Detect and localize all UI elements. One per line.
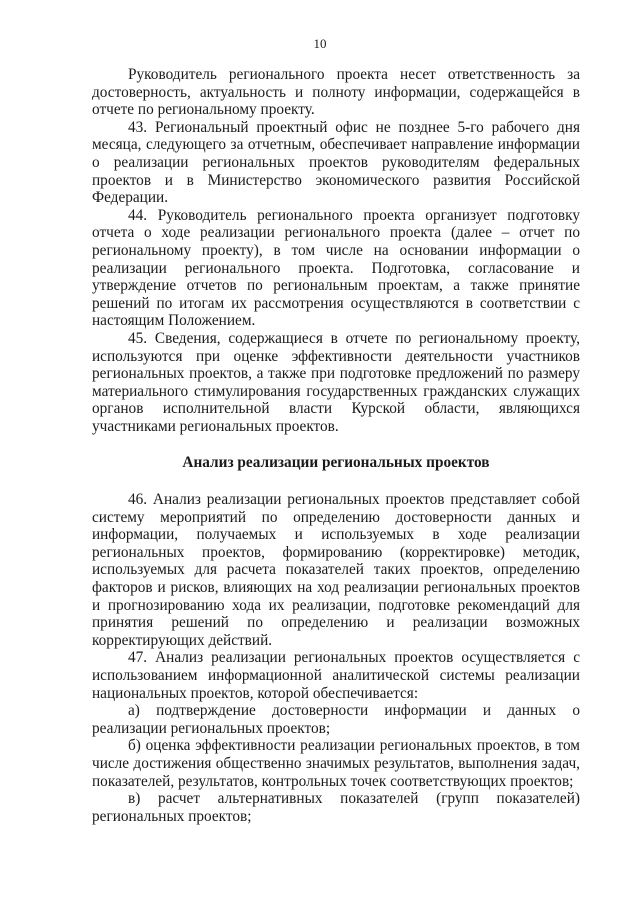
paragraph-44: 44. Руководитель регионального проекта организует подготовку отчета о ходе реализации регионального проекта (далее – отчет по региональному проекту), в том числе на основании информации о реализации регионального проекта. Подготовка, согласование и утверждение отчетов по региональным проектам, а также принятие решений по итогам их рассмотрения осуществляются в соответствии с настоящим Положением. — [92, 206, 580, 330]
paragraph-47: 47. Анализ реализации региональных проектов осуществляется с использованием информационной аналитической системы реализации национальных проектов, которой обеспечивается: — [92, 649, 580, 702]
list-item-c: в) расчет альтернативных показателей (групп показателей) региональных проектов; — [92, 790, 580, 825]
list-item-b: б) оценка эффективности реализации региональных проектов, в том числе достижения общественно значимых результатов, выполнения задач, показателей, результатов, контрольных точек соответствующих проектов; — [92, 737, 580, 790]
paragraph-43: 43. Региональный проектный офис не позднее 5-го рабочего дня месяца, следующего за отчетным, обеспечивает направление информации о реализации региональных проектов руководителям федеральных проектов и в Министерство экономического развития Российской Федерации. — [92, 118, 580, 207]
paragraph-46: 46. Анализ реализации региональных проектов представляет собой систему мероприятий по определению достоверности данных и информации, получаемых и используемых в ходе реализации региональных проектов, формированию (корректировке) методик, используемых для расчета показателей таких проектов, определению факторов и рисков, влияющих на ход реализации региональных проектов и прогнозированию хода их реализации, подготовке рекомендаций для принятия решений по определению и реализации возможных корректирующих действий. — [92, 491, 580, 649]
paragraph-responsibility: Руководитель регионального проекта несет ответственность за достоверность, актуальность и полноту информации, содержащейся в отчете по региональному проекту. — [92, 66, 580, 119]
document-body — [92, 66, 580, 825]
list-item-a: а) подтверждение достоверности информации и данных о реализации региональных проектов; — [92, 702, 580, 737]
paragraph-45: 45. Сведения, содержащиеся в отчете по региональному проекту, используются при оценке эффективности деятельности участников региональных проектов, а также при подготовке предложений по размеру материального стимулирования государственных гражданских служащих органов исполнительной власти Курской области, являющихся участниками региональных проектов. — [92, 329, 580, 435]
page-number: 10 — [313, 36, 327, 51]
section-heading: Анализ реализации региональных проектов — [182, 454, 490, 472]
